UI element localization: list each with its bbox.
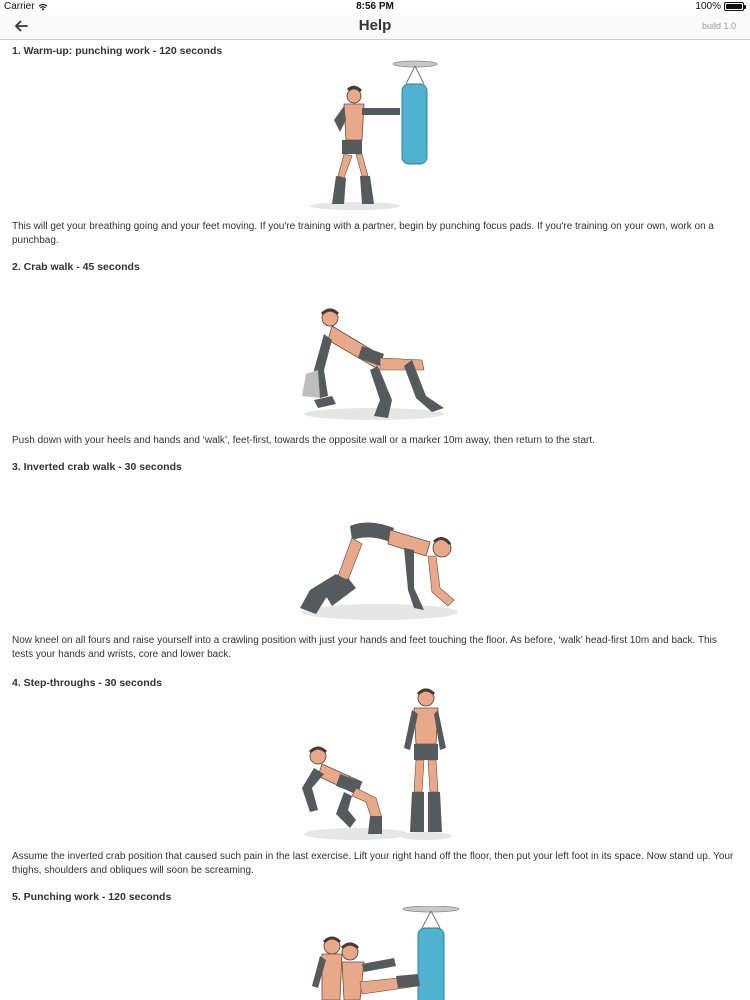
exercise-description: Now kneel on all fours and raise yourself into a crawling position with just your hands and feet touching the floor. As before, ‘walk’ head-first 10m and back. This tests your hands and wrists, core and lower back. [12,635,717,660]
step-throughs-illustration [296,688,456,844]
battery-percent: 100% [695,1,721,12]
help-content[interactable] [0,40,750,1000]
exercise-description-block [12,434,738,448]
status-bar [0,0,750,14]
clock: 8:56 PM [356,1,394,12]
carrier-label: Carrier [4,1,35,12]
exercise-heading: 3. Inverted crab walk - 30 seconds [12,461,182,473]
exercise-heading: 2. Crab walk - 45 seconds [12,261,140,273]
exercise-heading: 4. Step-throughs - 30 seconds [12,677,162,689]
battery-icon [724,2,744,11]
exercise-description: This will get your breathing going and your feet moving. If you're training with a partner, begin by punching focus pads. If you're training on your own, work on a punchbag. [12,221,714,246]
build-label: build 1.0 [701,21,736,31]
exercise-section [12,260,738,274]
crab-walk-illustration [292,300,457,428]
navigation-bar [0,14,750,40]
exercise-description-block [12,634,738,662]
exercise-heading: 1. Warm-up: punching work - 120 seconds [12,45,223,57]
exercise-section [12,44,738,58]
exercise-description-block [12,220,738,248]
exercise-section [12,890,738,904]
inverted-crab-walk-illustration [290,516,460,626]
exercise-description-block [12,850,738,878]
punchbag-illustration [300,60,460,212]
exercise-section [12,460,738,474]
page-title: Help [358,17,392,34]
punching-work-illustration [298,906,468,1000]
battery-indicator [695,1,744,12]
exercise-description: Assume the inverted crab position that caused such pain in the last exercise. Lift your right hand off the floor, then put your left foot in its space. Now stand up. Your thighs, shoulders and obliques will soon be screaming. [12,851,734,876]
exercise-description: Push down with your heels and hands and ‘walk’, feet-first, towards the opposite wall or a marker 10m away, then return to the start. [12,435,595,446]
exercise-heading: 5. Punching work - 120 seconds [12,891,172,903]
